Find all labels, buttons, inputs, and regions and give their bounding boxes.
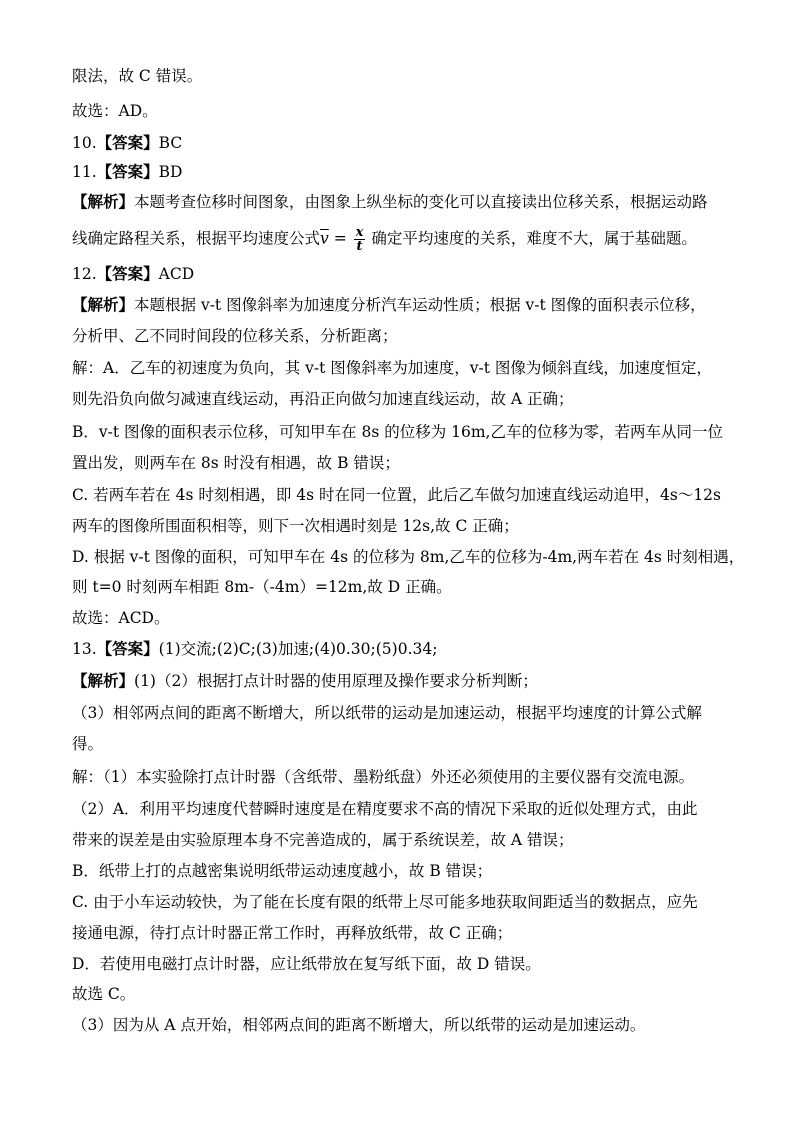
text-line: 接通电源，待打点计时器正常工作时，再释放纸带，故 C 正确； — [72, 924, 513, 942]
text-line: 则先沿负向做匀减速直线运动，再沿正向做匀加速直线运动，故 A 正确； — [72, 390, 574, 408]
text-line: （2）A．利用平均速度代替瞬时速度是在精度要求不高的情况下采取的近似处理方式，由此 — [72, 800, 698, 818]
answer-tag: 【答案】 — [96, 264, 159, 283]
question-number: 12. — [72, 265, 97, 283]
analysis-tag: 【解析】 — [72, 192, 135, 211]
analysis-line — [72, 295, 706, 315]
text-line: 解：（1）本实验除打点计时器（含纸带、墨粉纸盘）外还必须使用的主要仪器有交流电源。 — [72, 768, 695, 786]
answer-tag: 【答案】 — [96, 162, 159, 181]
analysis-tag: 【解析】 — [72, 295, 135, 314]
answer-line-10 — [72, 133, 182, 153]
text-line: 故选 C。 — [72, 985, 136, 1003]
answer-line-12 — [72, 264, 194, 284]
text-segment: 线确定路程关系，根据平均速度公式 — [72, 229, 321, 248]
text-line: 故选：AD。 — [72, 102, 158, 120]
analysis-text: 本题考查位移时间图象，由图象上纵坐标的变化可以直接读出位移关系，根据运动路 — [134, 193, 708, 211]
text-line: C. 由于小车运动较快，为了能在长度有限的纸带上尽可能多地获取间距适当的数据点，应先 — [72, 893, 698, 911]
formula-line — [72, 226, 697, 253]
answer-tag: 【答案】 — [96, 133, 159, 152]
text-line: 带来的误差是由实验原理本身不完善造成的，属于系统误差，故 A 错误； — [72, 831, 574, 849]
velocity-fraction — [354, 226, 366, 253]
text-line: 分析甲、乙不同时间段的位移关系，分析距离； — [72, 327, 398, 345]
text-line: D. 根据 v-t 图像的面积，可知甲车在 4s 的位移为 8m,乙车的位移为-4m,两车若在 4s 时刻相遇， — [72, 548, 745, 566]
fraction-numerator: x — [355, 225, 364, 240]
answer-tag: 【答案】 — [96, 639, 159, 658]
text-line: 故选：ACD。 — [72, 609, 170, 627]
analysis-tag: 【解析】 — [72, 671, 135, 690]
answer-value: BD — [158, 163, 183, 181]
analysis-line — [72, 671, 538, 691]
text-line: B．纸带上打的点越密集说明纸带运动速度越小，故 B 错误； — [72, 862, 493, 880]
question-number: 11. — [72, 163, 97, 181]
fraction-denominator: t — [356, 239, 363, 254]
average-velocity-symbol: $\overline{v}$ — [320, 229, 329, 248]
text-segment: 确定平均速度的关系，难度不大，属于基础题。 — [371, 229, 697, 248]
text-line: 得。 — [72, 735, 104, 753]
answer-line-13 — [72, 639, 437, 659]
analysis-text: (1)（2）根据打点计时器的使用原理及操作要求分析判断； — [134, 672, 538, 690]
answer-value: (1)交流;(2)C;(3)加速;(4)0.30;(5)0.34; — [158, 640, 438, 658]
text-line: （3）因为从 A 点开始，相邻两点间的距离不断增大，所以纸带的运动是加速运动。 — [72, 1016, 646, 1034]
text-line: （3）相邻两点间的距离不断增大，所以纸带的运动是加速运动，根据平均速度的计算公式解 — [72, 704, 702, 722]
text-line: 两车的图像所围面积相等，则下一次相遇时刻是 12s,故 C 正确； — [72, 517, 519, 535]
text-line: 置出发，则两车在 8s 时没有相遇，故 B 错误； — [72, 454, 400, 472]
analysis-text: 本题根据 v-t 图像斜率为加速度分析汽车运动性质；根据 v-t 图像的面积表示位移， — [134, 296, 706, 314]
answer-value: ACD — [158, 265, 195, 283]
answer-value: BC — [158, 134, 183, 152]
question-number: 10. — [72, 134, 97, 152]
text-line: C. 若两车若在 4s 时刻相遇，即 4s 时在同一位置，此后乙车做匀加速直线运动追甲，4s～12s — [72, 486, 721, 504]
text-line: D．若使用电磁打点计时器，应让纸带放在复写纸下面，故 D 错误。 — [72, 955, 541, 973]
question-number: 13. — [72, 640, 97, 658]
equals-sign: = — [328, 229, 352, 248]
text-line: B．v-t 图像的面积表示位移，可知甲车在 8s 的位移为 16m,乙车的位移为零，若两车从同一位 — [72, 423, 723, 441]
text-line: 解：A．乙车的初速度为负向，其 v-t 图像斜率为加速度，v-t 图像为倾斜直线，加速度恒定， — [72, 359, 712, 377]
answer-line-11 — [72, 162, 183, 182]
text-line: 限法，故 C 错误。 — [72, 67, 203, 85]
analysis-line — [72, 192, 708, 212]
text-line: 则 t=0 时刻两车相距 8m-（-4m）=12m,故 D 正确。 — [72, 578, 452, 596]
